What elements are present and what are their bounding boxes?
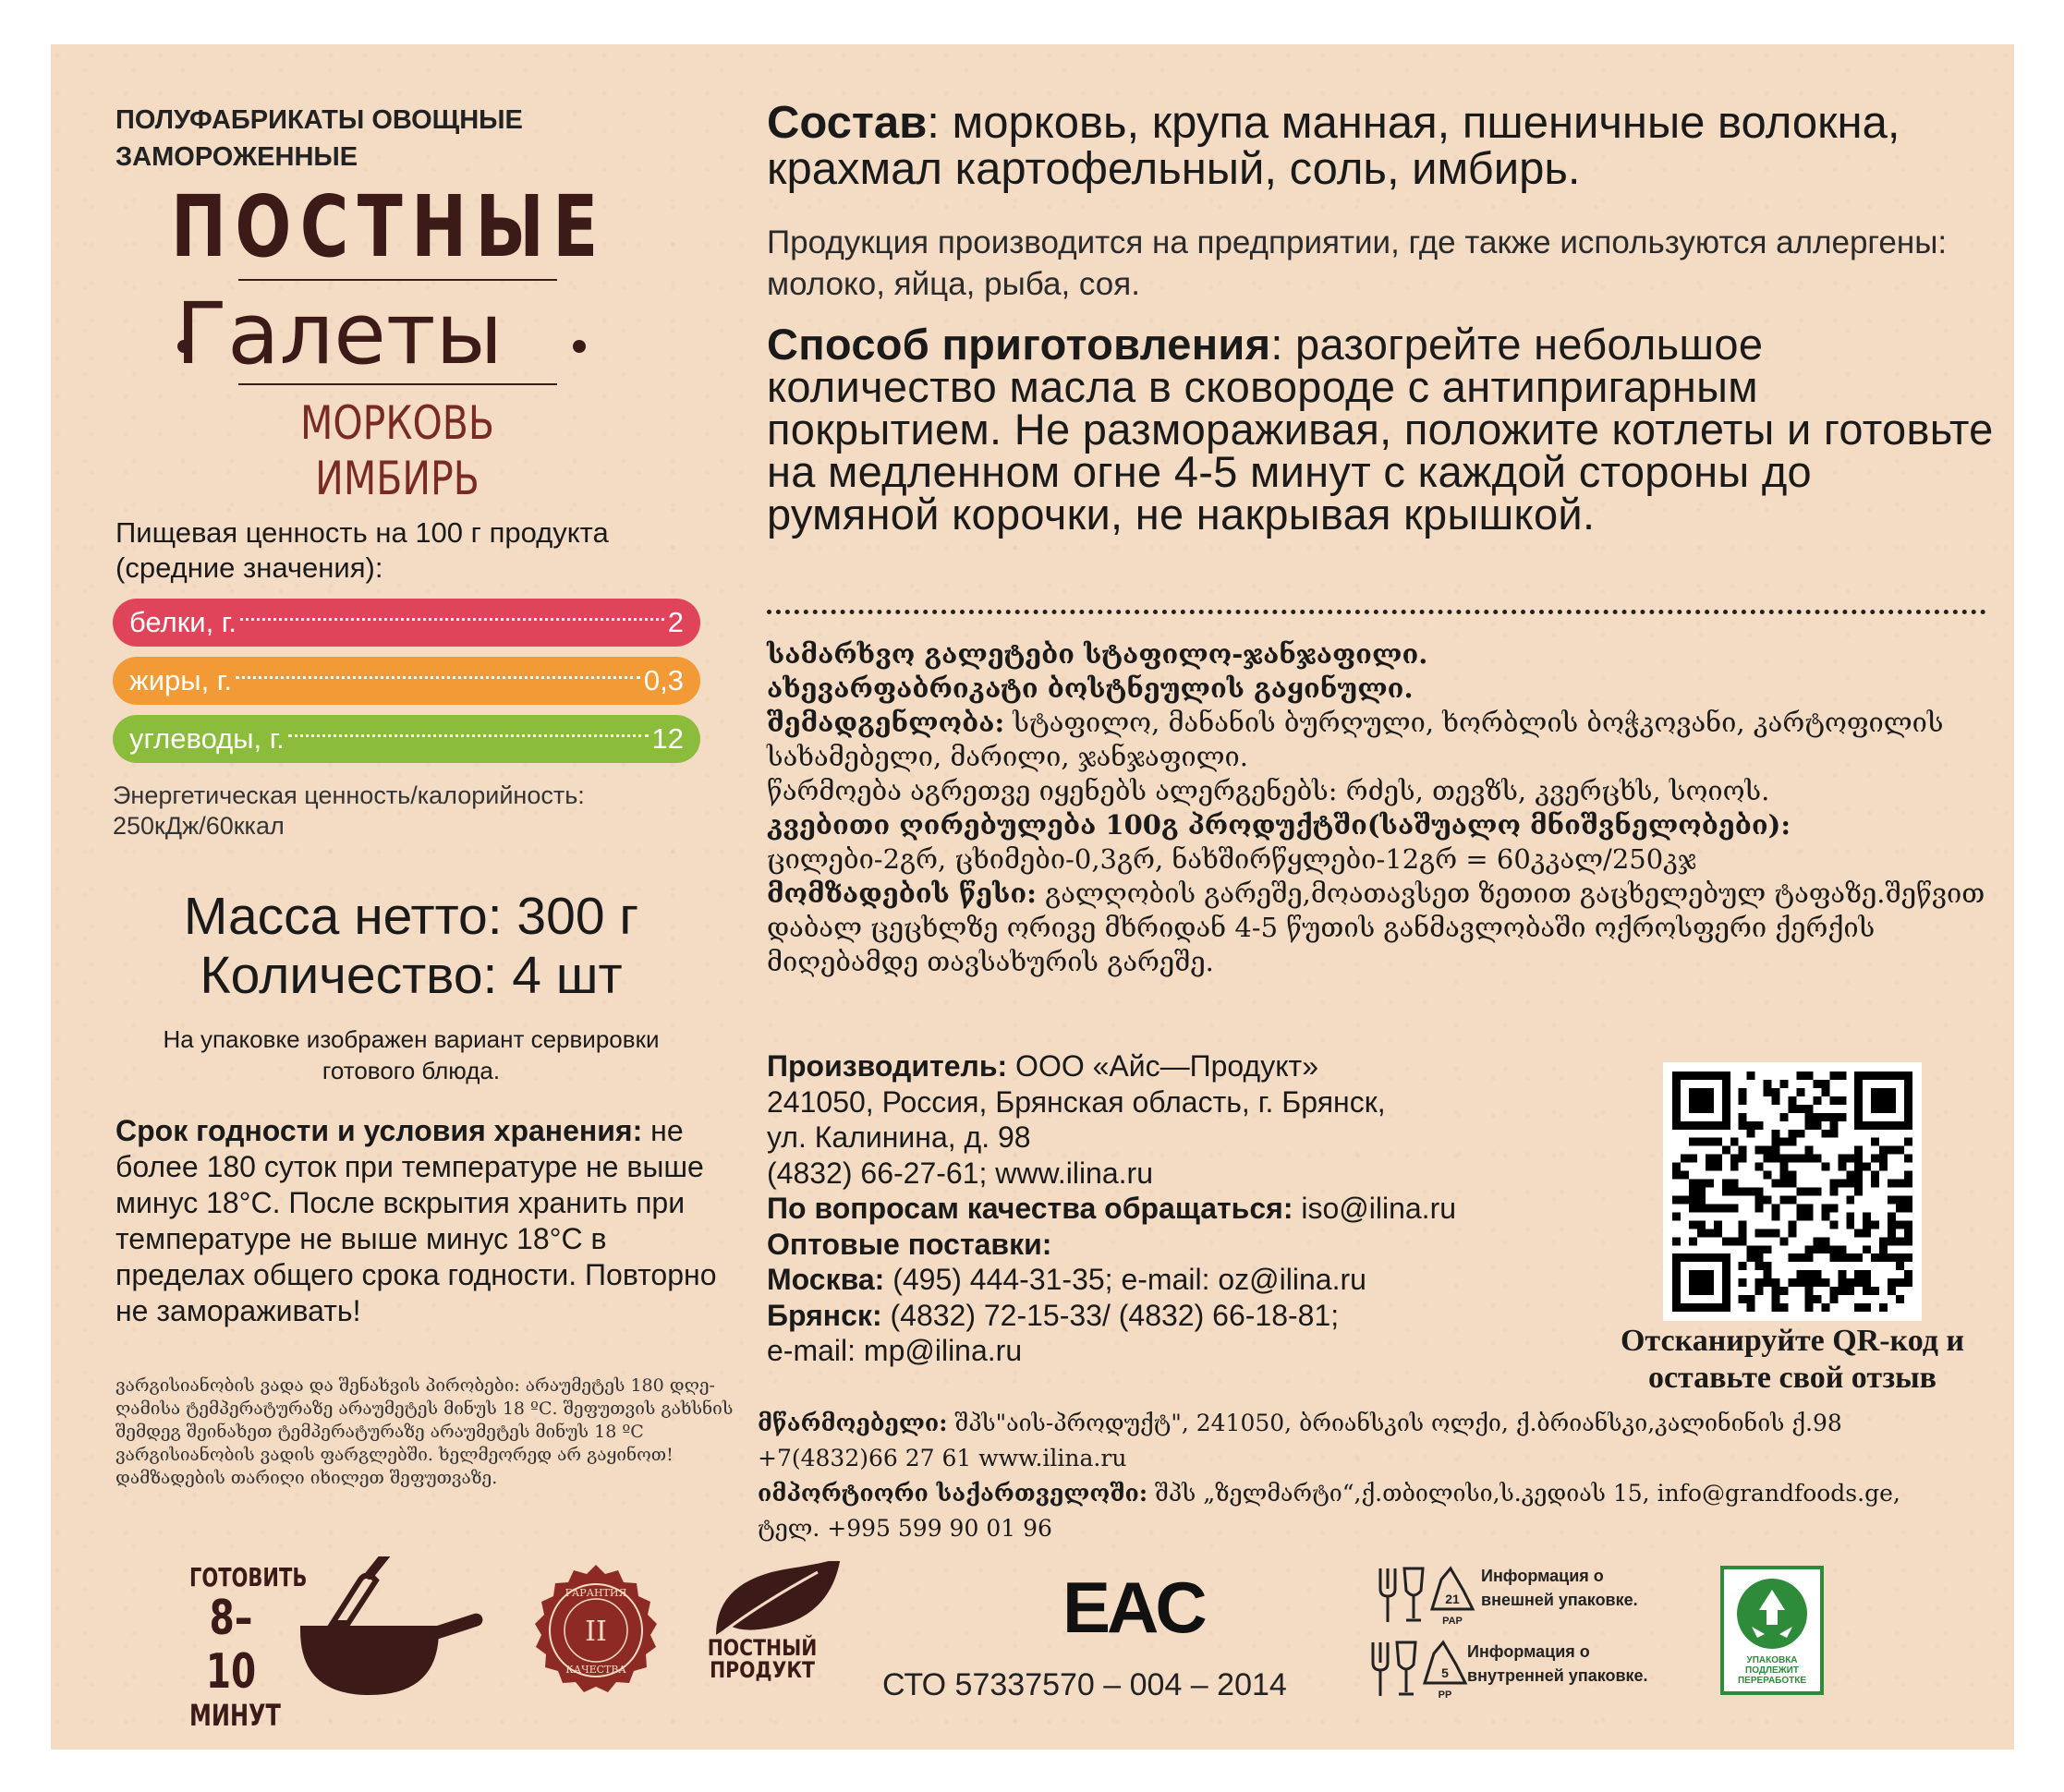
frying-pan-icon: [291, 1556, 485, 1704]
quantity: Количество: 4 шт: [200, 946, 623, 1005]
storage-georgian: ვარგისიანობის ვადა და შენახვის პირობები: არაუმეტეს 180 დღე-ღამისა ტემპერატურაზე არაუმეტეს მინუს 18 ºС. შეფუთვის გახსნის შემდეგ შეინახეთ ტემპერატურაზე არაუმეტეს მინუს 18 ºС ვარგისიანობის ვადის ფარგლებში. ხელმეორედ არ გაყინოთ! დამზადების თარიღი იხილეთ შეფუთვაზე.: [115, 1375, 734, 1488]
ka-title-1: სამარხვო გალეტები სტაფილო-ჯანჯაფილი.: [767, 638, 1428, 670]
lent-product-badge: [708, 1637, 818, 1681]
nutrition-label: жиры, г.: [129, 664, 232, 696]
dotted-divider: [767, 610, 1986, 614]
seal-center: II: [585, 1616, 607, 1648]
energy-value: Энергетическая ценность/калорийность: 250кДж/60ккал: [113, 781, 585, 840]
flavor-line1: МОРКОВЬ: [299, 396, 494, 450]
cooking-method-text: : разогрейте небольшое количество масла в сковороде с антипригарным покрытием. Не размораживая, положите котлеты и готовьте на медленном огне 4-5 минут с каждой стороны до румяной корочки, не накрывая крышкой.: [767, 320, 1994, 539]
nutrition-row-fat: [113, 657, 700, 705]
nutrition-label: углеводы, г.: [129, 722, 285, 755]
recycle-code-outer: 21: [1445, 1592, 1460, 1606]
nutrition-row-carbs: [113, 715, 700, 763]
pack-inner-line2: внутренней упаковке.: [1467, 1666, 1648, 1685]
producer-name: ООО «Айс—Продукт»: [1007, 1049, 1318, 1083]
qr-code-pattern: [1672, 1072, 1912, 1312]
quality-label: По вопросам качества обращаться:: [767, 1192, 1293, 1225]
ka-importer: შპს „ზელმარტი“,ქ.თბილისი,ს.კედიას 15, info@grandfoods.ge,: [1147, 1480, 1900, 1507]
fork-glass-icon: [1375, 1563, 1476, 1628]
ka-method: გალღობის გარეშე,მოათავსეთ ზეთით გაცხელებულ ტაფაზე.შეწვით დაბალ ცეცხლზე ორივე მხრიდან 4-5 წუთის განმავლობაში ოქროსფერი ქერქის მიღებამდე თავსახურის გარეშე.: [767, 878, 1985, 977]
georgian-import-info: [758, 1406, 1996, 1546]
material-outer: PAP: [1442, 1616, 1463, 1627]
bryansk-label: Брянск:: [767, 1298, 882, 1332]
title-divider-top: [238, 279, 557, 281]
seal-bottom-text: КАЧЕСТВА: [565, 1664, 626, 1676]
wholesale-label: Оптовые поставки:: [767, 1227, 1052, 1261]
recycle-badge: [1720, 1566, 1824, 1695]
ka-method-label: მომზადების წესი:: [767, 878, 1037, 909]
producer-phone-web: (4832) 66-27-61; www.ilina.ru: [767, 1156, 1153, 1190]
producer-label: Производитель:: [767, 1049, 1008, 1083]
ka-nutrition: ცილები-2გრ, ცხიმები-0,3გრ, ნახშირწყლები-12გრ = 60კკალ/250კჯ: [767, 843, 1696, 875]
wholesale-email: e-mail: mp@ilina.ru: [767, 1334, 1023, 1367]
nutrition-row-protein: [113, 599, 700, 647]
cooking-method-label: Способ приготовления: [767, 320, 1271, 369]
seal-top-text: ГАРАНТИЯ: [565, 1587, 627, 1599]
georgian-info: [767, 637, 2005, 979]
quality-email: iso@ilina.ru: [1293, 1192, 1457, 1225]
fork-glass-inner-icon: [1367, 1637, 1469, 1701]
ka-title-2: ახევარფაბრიკატი ბოსტნეულის გაყინული.: [767, 672, 1414, 704]
pack-outer-line1: Информация о: [1481, 1567, 1604, 1585]
title-dot-right: [573, 340, 586, 353]
lent-line2: ПРОДУКТ: [710, 1657, 815, 1683]
nutrition-label: белки, г.: [129, 606, 237, 638]
ka-maker: შპს"აის-პროდუქტ", 241050, ბრიანსკის ოლქი, ქ.ბრიანსკი,კალინინის ქ.98: [947, 1410, 1842, 1436]
dot-leader: [240, 618, 664, 621]
allergens-note: Продукция производится на предприятии, где также используются аллергены: молоко, яйца, рыба, соя.: [767, 224, 1948, 302]
producer-block: [767, 1048, 1580, 1369]
cook-time-line3: МИНУТ: [189, 1698, 281, 1733]
composition: [767, 100, 2005, 192]
producer-address2: ул. Калинина, д. 98: [767, 1120, 1031, 1154]
qr-code[interactable]: [1663, 1062, 1922, 1321]
eac-mark: EAC: [1062, 1567, 1204, 1648]
producer-address1: 241050, Россия, Брянская область, г. Брянск,: [767, 1084, 1386, 1119]
leaf-icon: [707, 1561, 845, 1640]
ka-importer-phone: ტელ. +995 599 90 01 96: [758, 1515, 1052, 1542]
bryansk-contacts: (4832) 72-15-33/ (4832) 66-18-81;: [881, 1298, 1340, 1332]
pack-outer-line2: внешней упаковке.: [1481, 1591, 1638, 1609]
nutrition-value: 0,3: [643, 664, 684, 696]
flavor-line2: ИМБИРЬ: [315, 452, 480, 505]
storage-heading: Срок годности и условия хранения:: [115, 1114, 643, 1147]
title-divider-bottom: [238, 383, 557, 385]
storage-text: не более 180 суток при температуре не выше минус 18°С. После вскрытия хранить при температуре не выше минус 18°С в пределах общего срока годности. Повторно не замораживать!: [115, 1114, 717, 1327]
serving-note: На упаковке изображен вариант сервировки готового блюда.: [163, 1025, 660, 1084]
ka-maker-label: მწარმოებელი:: [758, 1410, 948, 1436]
qr-caption: Отсканируйте QR-код и оставьте свой отзыв: [1620, 1324, 1965, 1395]
ka-composition-label: შემადგენლობა:: [767, 707, 1005, 738]
flavor: [284, 395, 511, 506]
lent-line1: ПОСТНЫЙ: [707, 1635, 818, 1661]
cooking-method: [767, 320, 1996, 539]
recycle-code-inner: 5: [1441, 1665, 1449, 1680]
ka-importer-label: იმპორტიორი საქართველოში:: [758, 1480, 1148, 1507]
dot-leader: [288, 734, 649, 737]
cook-time-line2: 8–10: [205, 1591, 257, 1700]
ka-allergens: წარმოება აგრეთვე იყენებს ალერგენებს: რძეს, თევზს, კვერცხს, სოიოს.: [767, 775, 1770, 806]
nutrition-value: 2: [667, 606, 684, 638]
moscow-contacts: (495) 444-31-35; e-mail: oz@ilina.ru: [884, 1263, 1366, 1296]
composition-label: Состав: [767, 98, 928, 148]
pack-inner-info: [1467, 1640, 1648, 1688]
ka-composition: სტაფილო, მანანის ბურღული, ხორბლის ბოჭკოვანი, კარტოფილის სახამებელი, მარილი, ჯანჯაფილი.: [767, 707, 1944, 772]
cook-time-line1: ГОТОВИТЬ: [189, 1562, 308, 1592]
pack-inner-line1: Информация о: [1467, 1642, 1590, 1661]
standard-code: СТО 57337570 – 004 – 2014: [882, 1667, 1287, 1702]
nutrition-heading: Пищевая ценность на 100 г продукта (средние значения):: [115, 516, 609, 584]
material-inner: PP: [1438, 1689, 1452, 1701]
recycle-icon: [1724, 1573, 1820, 1656]
nutrition-value: 12: [651, 722, 684, 755]
net-mass: Масса нетто: 300 г: [183, 887, 639, 946]
dot-leader: [236, 676, 640, 679]
quality-seal-icon: [527, 1561, 665, 1700]
ka-nutrition-label: კვებითი ღირებულება 100გ პროდუქტში(საშუალო მნიშვნელობები):: [767, 809, 1791, 841]
recycle-text: УПАКОВКА ПОДЛЕЖИТ ПЕРЕРАБОТКЕ: [1737, 1655, 1807, 1686]
mass-block: [115, 887, 707, 1005]
cook-time-text: [176, 1562, 308, 1733]
product-title-line1: ПОСТНЫЕ: [171, 177, 607, 276]
pack-outer-info: [1481, 1564, 1638, 1612]
product-title-line2: Галеты: [176, 285, 504, 383]
storage-block: [115, 1113, 725, 1329]
product-category: ПОЛУФАБРИКАТЫ ОВОЩНЫЕ ЗАМОРОЖЕННЫЕ: [115, 105, 523, 172]
moscow-label: Москва:: [767, 1263, 885, 1296]
ka-maker-contact: +7(4832)66 27 61 www.ilina.ru: [758, 1445, 1127, 1471]
composition-text: : морковь, крупа манная, пшеничные волокна, крахмал картофельный, соль, имбирь.: [767, 98, 1900, 194]
